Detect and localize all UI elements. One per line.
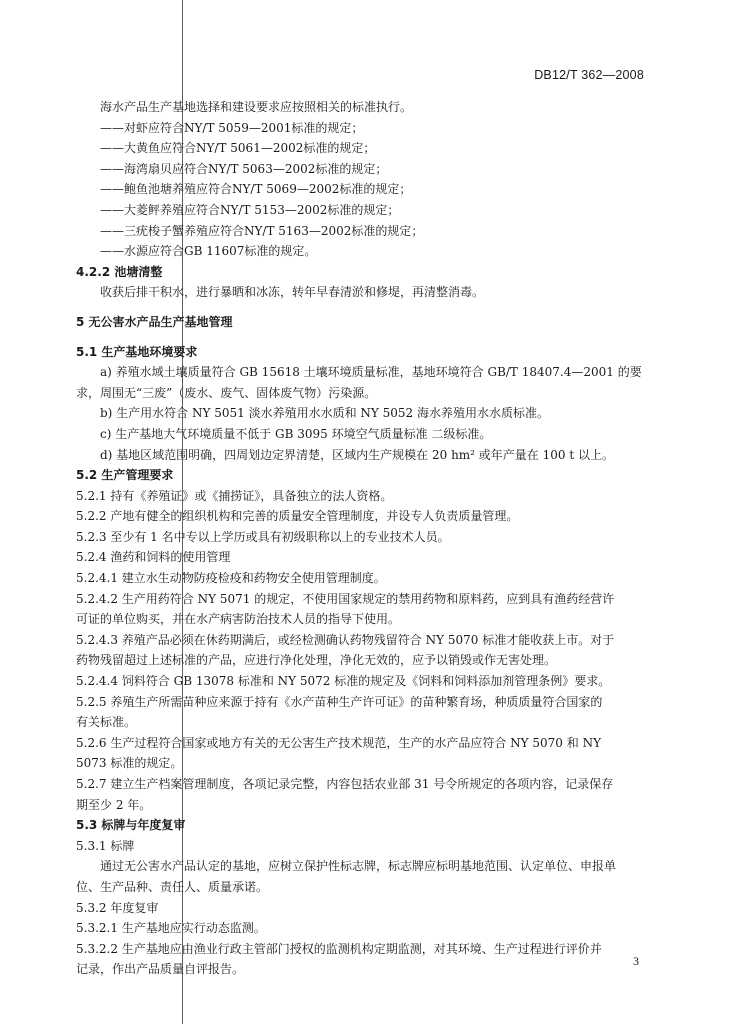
text-line: ——三疣梭子蟹养殖应符合NY/T 5163—2002标准的规定；	[100, 223, 424, 238]
text-line: ——水源应符合GB 11607标准的规定。	[100, 244, 317, 259]
spacer	[76, 333, 656, 342]
text-line: ——鲍鱼池塘养殖应符合NY/T 5069—2002标准的规定；	[100, 182, 412, 197]
text-line: 5.2.3 至少有 1 名中专以上学历或具有初级职称以上的专业技术人员。	[76, 529, 450, 544]
text-line: 5.2.7 建立生产档案管理制度，各项记录完整，内容包括农业部 31 号令所规定的各项内容，记录保存	[76, 777, 614, 791]
text-line: 5.3.2.2 生产基地应由渔业行政主管部门授权的监测机构定期监测，对其环境、生产过程进行评价并	[76, 941, 602, 956]
text-line: 5.3.2.1 生产基地应实行动态监测。	[76, 921, 266, 936]
text-line: ——海湾扇贝应符合NY/T 5063—2002标准的规定；	[100, 161, 388, 176]
text-line: 通过无公害水产品认定的基地，应树立保护性标志牌，标志牌应标明基地范围、认定单位、申报单	[100, 859, 617, 874]
text-line: 5.2.4.4 饲料符合 GB 13078 标准和 NY 5072 标准的规定及《饲料和饲料添加剂管理条例》要求。	[76, 674, 611, 689]
text-line: 记录，作出产品质量自评报告。	[76, 962, 245, 977]
text-line: 5.2.2 产地有健全的组织机构和完善的质量安全管理制度，并设专人负责质量管理。	[76, 509, 519, 524]
section-heading: 5.1 生产基地环境要求	[76, 344, 198, 359]
section-heading: 5.3 标牌与年度复审	[76, 818, 186, 833]
section-heading: 5 无公害水产品生产基地管理	[76, 314, 233, 329]
text-line: 5.2.4.3 养殖产品必须在休药期满后，或经检测确认药物残留符合 NY 5070 标准才能收获上市。对于	[76, 632, 615, 647]
section-heading: 5.2 生产管理要求	[76, 468, 174, 483]
text-line: a) 养殖水域土壤质量符合 GB 15618 土壤环境质量标准，基地环境符合 GB/T 18407.4—2001 的要	[100, 365, 642, 380]
text-line: b) 生产用水符合 NY 5051 淡水养殖用水水质和 NY 5052 海水养殖用水水质标准。	[100, 406, 549, 421]
text-line: 5.2.6 生产过程符合国家或地方有关的无公害生产技术规范，生产的水产品应符合 NY 5070 和 NY	[76, 735, 601, 750]
text-line: c) 生产基地大气环境质量不低于 GB 3095 环境空气质量标准 二级标准。	[100, 426, 492, 441]
text-line: 位、生产品种、责任人、质量承诺。	[76, 879, 269, 894]
spacer	[76, 303, 656, 312]
text-line: 有关标准。	[76, 715, 137, 730]
text-line: 5.2.5 养殖生产所需苗种应来源于持有《水产苗种生产许可证》的苗种繁育场，种质质量符合国家的	[76, 694, 603, 709]
text-line: d) 基地区域范围明确，四周划边定界清楚，区域内生产规模在 20 hm² 或年产量在 100 t 以上。	[100, 447, 614, 462]
standard-code-header: DB12/T 362—2008	[534, 68, 644, 82]
text-line: 求，周围无“三废”（废水、废气、固体废气物）污染源。	[76, 385, 377, 400]
text-line: 海水产品生产基地选择和建设要求应按照相关的标准执行。	[100, 100, 413, 114]
text-line: 收获后排干积水，进行暴晒和冰冻，转年早春清淤和修堤，再清整消毒。	[100, 285, 485, 300]
text-line: 5.3.2 年度复审	[76, 900, 159, 915]
section-heading: 4.2.2 池塘清整	[76, 264, 163, 279]
text-line: ——对虾应符合NY/T 5059—2001标准的规定；	[100, 120, 364, 135]
text-line: 5.2.4 渔药和饲料的使用管理	[76, 550, 231, 565]
page-number: 3	[633, 954, 639, 968]
text-line: 可证的单位购买，并在水产病害防治技术人员的指导下使用。	[76, 612, 401, 627]
text-line: 5.3.1 标牌	[76, 838, 135, 853]
text-line: 5.2.4.2 生产用药符合 NY 5071 的规定，不使用国家规定的禁用药物和原料药，应到具有渔药经营许	[76, 591, 615, 606]
text-line: 5.2.1 持有《养殖证》或《捕捞证》，具备独立的法人资格。	[76, 488, 393, 503]
text-line: 5073 标准的规定。	[76, 756, 183, 771]
text-line: 5.2.4.1 建立水生动物防疫检疫和药物安全使用管理制度。	[76, 571, 386, 586]
text-line: 药物残留超过上述标准的产品，应进行净化处理，净化无效的，应予以销毁或作无害处理。	[76, 653, 557, 668]
text-line: 期至少 2 年。	[76, 797, 152, 812]
document-body	[76, 97, 656, 980]
text-line: ——大菱鲆养殖应符合NY/T 5153—2002标准的规定；	[100, 202, 400, 217]
text-line: ——大黄鱼应符合NY/T 5061—2002标准的规定；	[100, 141, 376, 156]
